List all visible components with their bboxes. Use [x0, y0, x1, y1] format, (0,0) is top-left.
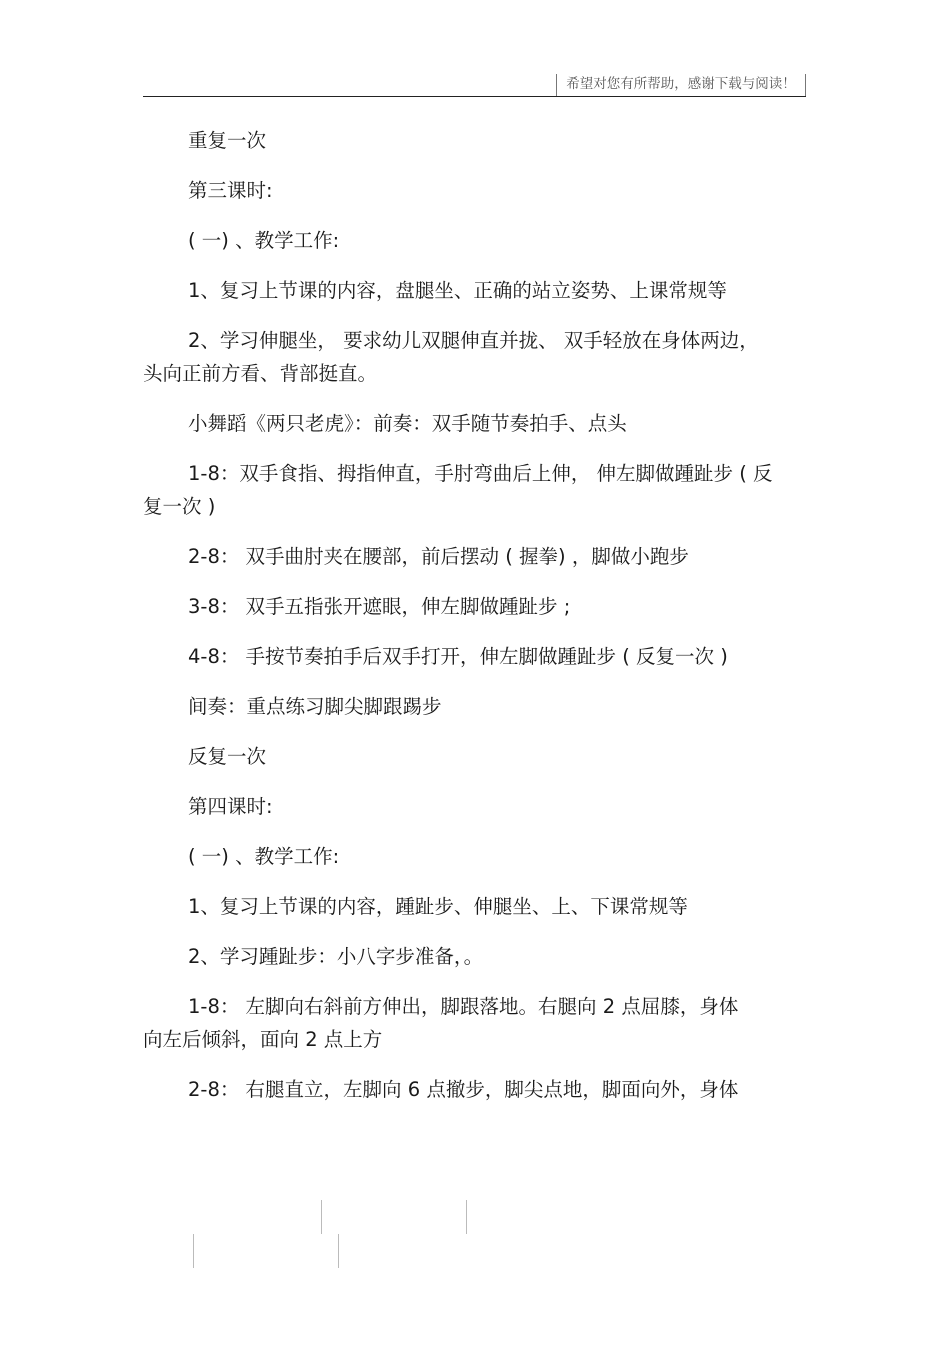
- section-heading: [143, 790, 808, 840]
- paragraph: [143, 740, 808, 790]
- paragraph-line: 小舞蹈《两只老虎》：前奏：双手随节奏拍手、点头: [188, 412, 627, 435]
- section-heading: [143, 174, 808, 224]
- paragraph-line: 1、复习上节课的内容，踵趾步、伸腿坐、上、下课常规等: [188, 895, 688, 918]
- header-banner: [556, 72, 806, 96]
- paragraph-line: 重复一次: [188, 129, 267, 152]
- subsection-heading: [143, 840, 808, 890]
- paragraph: [143, 407, 808, 457]
- paragraph-line: ( 一) 、教学工作:: [188, 229, 340, 252]
- scan-artifact-line: [338, 1234, 339, 1268]
- header-banner-right-border: [805, 74, 806, 96]
- subsection-heading: [143, 224, 808, 274]
- paragraph: [143, 540, 808, 590]
- header-rule: [143, 96, 806, 97]
- paragraph: [143, 124, 808, 174]
- paragraph: [143, 457, 808, 540]
- paragraph-line: ( 一) 、教学工作:: [188, 845, 340, 868]
- paragraph-line: 2-8： 双手曲肘夹在腰部，前后摆动 ( 握拳) ，脚做小跑步: [188, 545, 689, 568]
- paragraph-line: 复一次 ): [143, 495, 216, 518]
- scan-artifact-line: [466, 1200, 467, 1234]
- scan-artifact-line: [193, 1234, 194, 1268]
- header-banner-left-border: [556, 74, 557, 96]
- paragraph: [143, 890, 808, 940]
- paragraph: [143, 590, 808, 640]
- paragraph-line: 头向正前方看、背部挺直。: [143, 362, 378, 385]
- paragraph-line: 2-8： 右腿直立，左脚向 6 点撤步，脚尖点地，脚面向外，身体: [188, 1078, 739, 1101]
- paragraph-line: 4-8： 手按节奏拍手后双手打开，伸左脚做踵趾步 ( 反复一次 ): [188, 645, 728, 668]
- document-body: [143, 124, 808, 1123]
- paragraph-line: 2、学习伸腿坐， 要求幼儿双腿伸直并拢、 双手轻放在身体两边，: [188, 329, 759, 352]
- paragraph: [143, 1073, 808, 1123]
- paragraph-line: 反复一次: [188, 745, 267, 768]
- header-banner-text: 希望对您有所帮助，感谢下载与阅读！: [566, 76, 796, 92]
- paragraph-line: 3-8： 双手五指张开遮眼，伸左脚做踵趾步 ;: [188, 595, 571, 618]
- paragraph-line: 2、学习踵趾步：小八字步准备，。: [188, 945, 484, 968]
- paragraph: [143, 990, 808, 1073]
- paragraph-line: 1-8：双手食指、拇指伸直，手肘弯曲后上伸， 伸左脚做踵趾步 ( 反: [188, 462, 773, 485]
- paragraph-line: 1、复习上节课的内容，盘腿坐、正确的站立姿势、上课常规等: [188, 279, 727, 302]
- paragraph-line: 第三课时:: [188, 179, 273, 202]
- paragraph-line: 间奏：重点练习脚尖脚跟踢步: [188, 695, 442, 718]
- paragraph: [143, 274, 808, 324]
- scan-artifact-line: [321, 1200, 322, 1234]
- paragraph: [143, 640, 808, 690]
- paragraph-line: 1-8： 左脚向右斜前方伸出，脚跟落地。右腿向 2 点屈膝，身体: [188, 995, 739, 1018]
- paragraph-line: 向左后倾斜，面向 2 点上方: [143, 1028, 383, 1051]
- paragraph: [143, 690, 808, 740]
- paragraph-line: 第四课时:: [188, 795, 273, 818]
- paragraph: [143, 324, 808, 407]
- paragraph: [143, 940, 808, 990]
